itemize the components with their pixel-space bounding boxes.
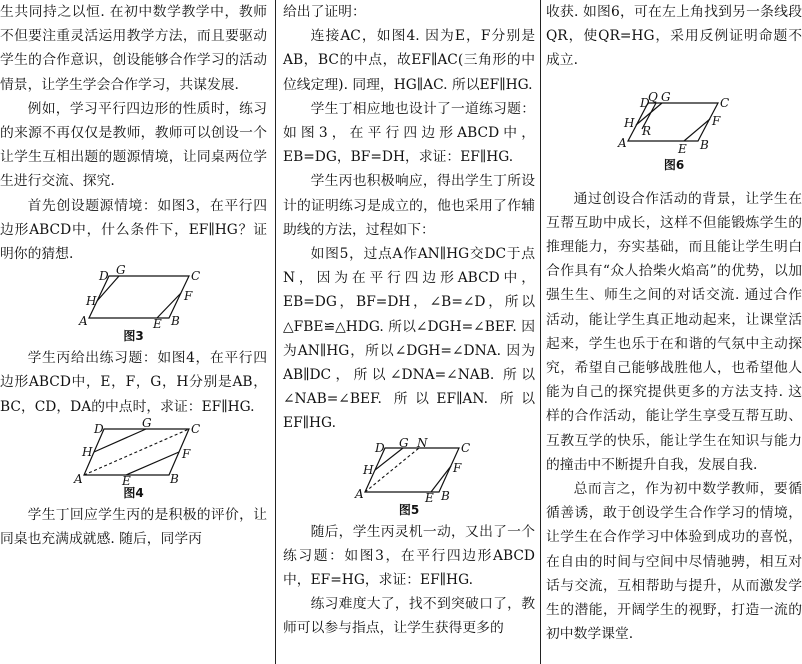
paragraph-1: 生共同持之以恒. 在初中数学教学中，教师不但要注重灵活运用教学方法，而且要驱动学生的合作意识，创设能够合作学习的活动情景，让学生学会合作学习，共谋发展. [0, 4, 267, 93]
label-H: H [363, 462, 374, 477]
label-R: R [642, 123, 652, 138]
label-G: G [141, 415, 152, 430]
paragraph-3: 首先创设题源情境：如图3，在平行四边形ABCD中，什么条件下，EF∥HG？证明你的猜想. [0, 197, 267, 263]
figure-6 [546, 89, 802, 173]
label-A: A [78, 314, 88, 329]
paragraph-4: 学生丙给出练习题：如图4，在平行四边形ABCD中，E，F，G，H分别是AB，BC，CD，DA的中点时，求证：EF∥HG. [0, 350, 267, 415]
label-D: D [375, 440, 385, 455]
figure-3-diagram [69, 263, 200, 332]
label-F: F [181, 446, 190, 461]
figure-6-diagram [614, 89, 734, 157]
figure-5-caption: 图5 [398, 502, 420, 517]
label-F: F [712, 113, 721, 128]
label-A: A [618, 135, 627, 150]
label-C: C [190, 269, 200, 284]
label-G: G [661, 89, 671, 104]
figure-5-diagram [349, 435, 471, 505]
figure-3 [0, 263, 267, 344]
label-F: F [453, 460, 462, 475]
label-B: B [169, 471, 179, 486]
label-H: H [81, 444, 92, 459]
label-E: E [121, 473, 131, 488]
label-E: E [678, 141, 687, 156]
paragraph-2: 例如，学习平行四边形的性质时，练习的来源不再仅仅是教师，教师可以创设一个让学生互相出题的题源情境，让同桌两位学生进行交流、探究. [0, 100, 267, 190]
label-E: E [425, 490, 434, 505]
label-A: A [73, 471, 83, 486]
label-D: D [98, 269, 109, 284]
label-C: C [190, 421, 200, 436]
label-C: C [461, 440, 471, 455]
figure-6-caption: 图6 [663, 157, 685, 172]
label-B: B [170, 314, 180, 329]
column-rule-1 [275, 0, 276, 664]
column-2 [283, 0, 535, 664]
label-B: B [441, 488, 450, 503]
paragraph-10: 如图5，过点A作AN∥HG交DC于点N，因为在平行四边形ABCD中，EB=DG，BF=DH，∠B=∠D，所以△FBE≌△HDG. 所以∠DGH=∠BEF. 因为AN∥HG，所以∠DGH=∠DNA. 因为AB∥DC，所以∠DNA=∠NAB. 所以∠NAB=∠BEF. 所以EF∥AN. 所以EF∥HG. [283, 246, 535, 432]
paragraph-9: 学生丙也积极响应，得出学生丁所设计的证明练习是成立的，他也采用了作辅助线的方法，过程如下： [283, 173, 535, 238]
paragraph-15: 总而言之，作为初中数学教师，要循循善诱，敢于创设学生合作学习的情境，让学生在合作学习中体验到成功的喜悦，在自由的时间与空间中尽情驰骋，相互对话与交流，互相帮助与提升，从而激发学生的潜能，开阔学生的视野，打造一流的初中数学课堂. [546, 481, 802, 643]
label-D: D [640, 95, 650, 110]
label-D: D [93, 421, 104, 436]
label-H: H [624, 115, 635, 130]
paragraph-13: 收获. 如图6，可在左上角找到另一条线段QR，使QR=HG，采用反例证明命题不成立. [546, 4, 802, 69]
paragraph-8: 学生丁相应地也设计了一道练习题：如图3，在平行四边形ABCD中，EB=DG，BF=DH，求证：EF∥HG. [283, 100, 535, 166]
label-N: N [417, 435, 428, 450]
figure-4-diagram [64, 415, 204, 488]
column-1 [0, 0, 267, 664]
label-A: A [355, 486, 364, 501]
label-C: C [720, 95, 730, 110]
paragraph-7: 连接AC，如图4. 因为E，F分别是AB，BC的中点，故EF∥AC(三角形的中位线定理). 同理，HG∥AC. 所以EF∥HG. [283, 28, 535, 93]
paragraph-6: 给出了证明： [283, 4, 366, 20]
figure-3-caption: 图3 [123, 329, 144, 344]
figure-4 [0, 415, 267, 501]
label-Q: Q [648, 89, 658, 104]
label-B: B [700, 137, 709, 152]
paragraph-5: 学生丁回应学生丙的是积极的评价，让同桌也充满成就感. 随后，同学丙 [0, 506, 267, 548]
figure-5 [283, 435, 535, 518]
paragraph-12: 练习难度大了，找不到突破口了，教师可以参与指点，让学生获得更多的 [283, 596, 535, 637]
label-F: F [183, 289, 192, 304]
figure-4-caption: 图4 [123, 485, 144, 500]
label-E: E [152, 317, 162, 332]
label-G: G [399, 435, 409, 450]
column-rule-2 [540, 0, 541, 664]
label-H: H [85, 294, 96, 309]
paragraph-14: 通过创设合作活动的背景，让学生在互帮互助中成长，这样不但能锻炼学生的推理能力，夯实基础，而且能让学生明白合作具有“众人拾柴火焰高”的优势，以加强生生、师生之间的对话交流. 通过合作活动，能让学生真正地动起来，让课堂活起来，学生也乐于在和谐的气氛中主动探究，希望自己能够战胜他人，也希望他人能为自己的探究提供更多的方法支持. 这样的合作活动，能让学生享受互帮互助、互教互学的快乐，能让学生在知识与能力的撞击中不断提升自我，发展自我. [546, 190, 802, 473]
label-G: G [115, 263, 126, 278]
paragraph-11: 随后，学生丙灵机一动，又出了一个练习题：如图3，在平行四边形ABCD中，EF=HG，求证：EF∥HG. [283, 523, 535, 589]
column-3 [546, 0, 802, 664]
